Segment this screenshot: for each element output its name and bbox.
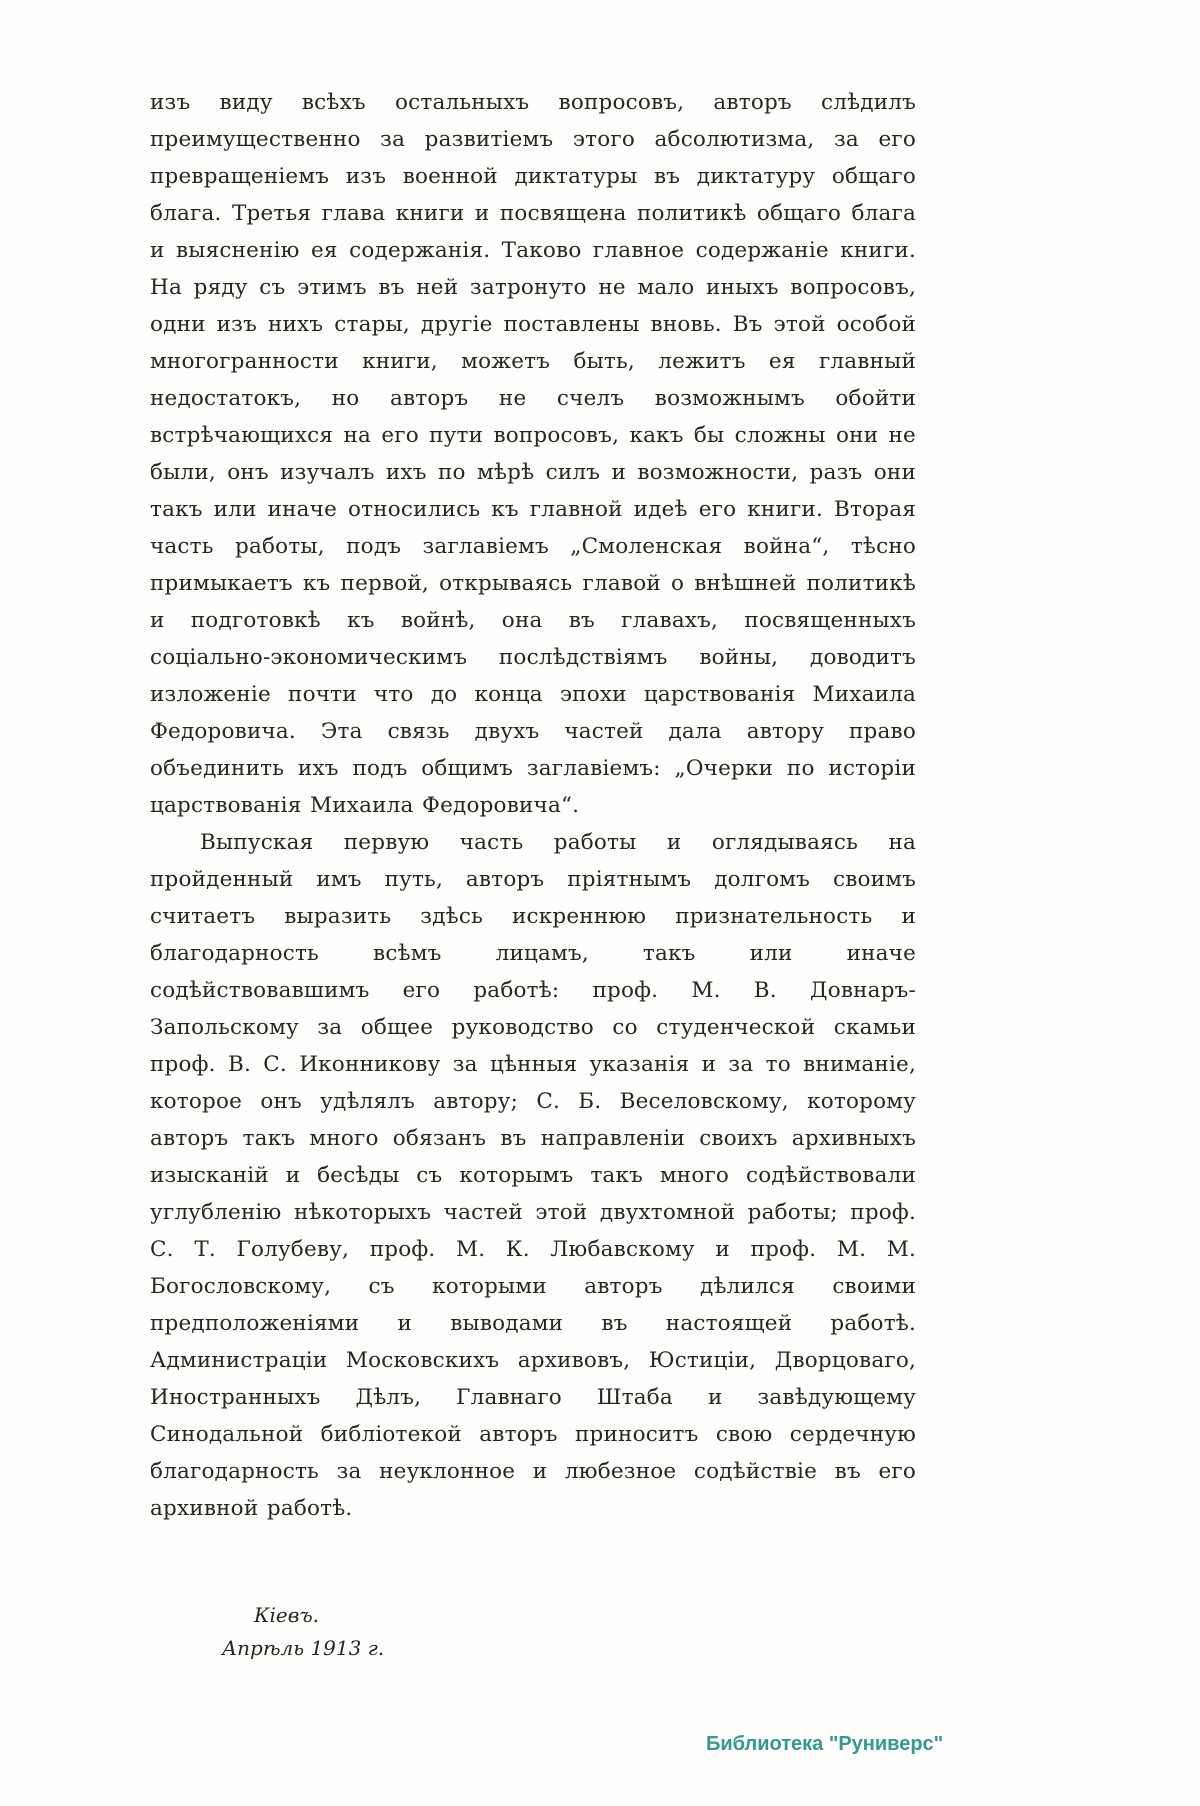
signature-date: Апрѣль 1913 г. — [222, 1636, 385, 1660]
signature-block — [150, 1599, 916, 1665]
signature-place: Кіевъ. — [254, 1603, 320, 1627]
paragraph-continued: изъ виду всѣхъ остальныхъ вопросовъ, авторъ слѣдилъ преимущественно за развитіемъ этого абсолютизма, за его превращеніемъ изъ военной диктатуры въ диктатуру общаго блага. Третья глава книги и посвящена политикѣ общаго блага и выясненію ея содержанія. Таково главное содержаніе книги. На ряду съ этимъ въ ней затронуто не мало иныхъ вопросовъ, одни изъ нихъ стары, другіе поставлены вновь. Въ этой особой многогранности книги, можетъ быть, лежитъ ея главный недостатокъ, но авторъ не счелъ возможнымъ обойти встрѣчающихся на его пути вопросовъ, какъ бы сложны они не были, онъ изучалъ ихъ по мѣрѣ силъ и возможности, разъ они такъ или иначе относились къ главной идеѣ его книги. Вторая часть работы, подъ заглавіемъ „Смоленская война“, тѣсно примыкаетъ къ первой, открываясь главой о внѣшней политикѣ и подготовкѣ къ войнѣ, она въ главахъ, посвященныхъ соціально-экономическимъ послѣдствіямъ войны, доводитъ изложеніе почти что до конца эпохи царствованія Михаила Федоровича. Эта связь двухъ частей дала автору право объединить ихъ подъ общимъ заглавіемъ: „Очерки по исторіи царствованія Михаила Федоровича“. — [150, 90, 916, 818]
paragraph-acknowledgements: Выпуская первую часть работы и оглядываясь на пройденный имъ путь, авторъ пріятнымъ долгомъ своимъ считаетъ выразить здѣсь искреннюю признательность и благодарность всѣмъ лицамъ, такъ или иначе содѣйствовавшимъ его работѣ: проф. М. В. Довнаръ-Запольскому за общее руководство со студенческой скамьи проф. В. С. Иконникову за цѣнныя указанія и за то вниманіе, которое онъ удѣлялъ автору; С. Б. Веселовскому, которому авторъ такъ много обязанъ въ направленіи своихъ архивныхъ изысканій и бесѣды съ которымъ такъ много содѣйствовали углубленію нѣкоторыхъ частей этой двухтомной работы; проф. С. Т. Голубеву, проф. М. К. Любавскому и проф. М. М. Богословскому, съ которыми авторъ дѣлился своими предположеніями и выводами въ настоящей работѣ. Администраціи Московскихъ архивовъ, Юстиціи, Дворцоваго, Иностранныхъ Дѣлъ, Главнаго Штаба и завѣдующему Синодальной библіотекой авторъ приноситъ свою сердечную благодарность за неуклонное и любезное содѣйствіе въ его архивной работѣ. — [150, 830, 916, 1521]
page-text-block — [150, 84, 916, 1665]
library-watermark: Библиотека "Руниверс" — [706, 1733, 944, 1755]
